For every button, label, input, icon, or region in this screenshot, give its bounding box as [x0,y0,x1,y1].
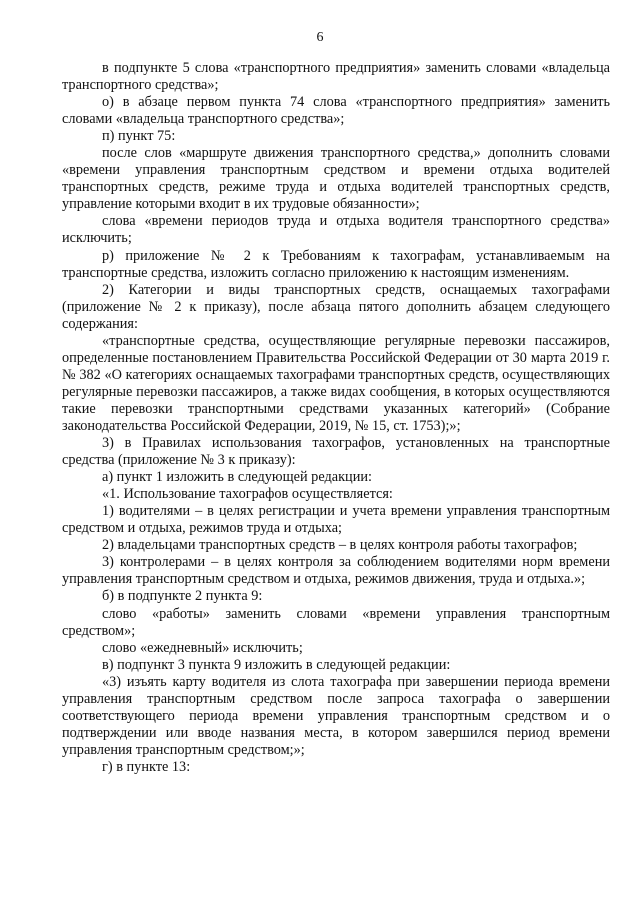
paragraph: «3) изъять карту водителя из слота тахографа при завершении периода времени управления транспортным средством после запроса тахографа о завершении соответствующего периода времени управления транспортным средством и о подтверждении или вводе названия места, в котором завершился период времени управления транспортным средством;»; [62,673,610,758]
paragraph: 3) контролерами – в целях контроля за соблюдением водителями норм времени управления транспортным средством и отдыха, режимов движения, труда и отдыха.»; [62,554,610,588]
paragraph: слово «ежедневный» исключить; [102,639,303,656]
paragraph: «1. Использование тахографов осуществляется: [102,486,393,503]
paragraph: п) пункт 75: [102,128,176,145]
paragraph: в подпункте 5 слова «транспортного предприятия» заменить словами «владельца транспортного средства»; [62,60,610,94]
paragraph: б) в подпункте 2 пункта 9: [102,588,263,605]
paragraph: о) в абзаце первом пункта 74 слова «транспортного предприятия» заменить словами «владельца транспортного средства»; [62,94,610,128]
paragraph: после слов «маршруте движения транспортного средства,» дополнить словами «времени управления транспортным средством и времени отдыха водителей транспортных средств, режиме труда и отдыха водителей транспортных средств, управление которыми входит в их трудовые обязанности»; [62,145,610,213]
paragraph: 2) владельцами транспортных средств – в целях контроля работы тахографов; [102,537,578,554]
paragraph: 3) в Правилах использования тахографов, установленных на транспортные средства (приложение № 3 к приказу): [62,435,610,469]
page-number: 6 [316,30,324,45]
paragraph: слово «работы» заменить словами «времени управления транспортным средством»; [62,605,610,639]
paragraph: а) пункт 1 изложить в следующей редакции: [102,469,372,486]
document-body [62,60,610,776]
paragraph: р) приложение № 2 к Требованиям к тахографам, устанавливаемым на транспортные средства, изложить согласно приложению к настоящим изменениям. [62,247,610,281]
paragraph: г) в пункте 13: [102,758,191,775]
paragraph: 2) Категории и виды транспортных средств, оснащаемых тахографами (приложение № 2 к приказу), после абзаца пятого дополнить абзацем следующего содержания: [62,281,610,332]
paragraph: «транспортные средства, осуществляющие регулярные перевозки пассажиров, определенные постановлением Правительства Российской Федерации от 30 марта 2019 г. № 382 «О категориях оснащаемых тахографами транспортных средств, осуществляющих регулярные перевозки пассажиров, а также видах сообщения, в которых осуществляются такие перевозки транспортными средствами указанных категорий» (Собрание законодательства Российской Федерации, 2019, № 15, ст. 1753);»; [62,332,610,434]
paragraph: слова «времени периодов труда и отдыха водителя транспортного средства» исключить; [62,213,610,247]
paragraph: 1) водителями – в целях регистрации и учета времени управления транспортным средством и отдыха, режимов труда и отдыха; [62,503,610,537]
paragraph: в) подпункт 3 пункта 9 изложить в следующей редакции: [102,656,451,673]
